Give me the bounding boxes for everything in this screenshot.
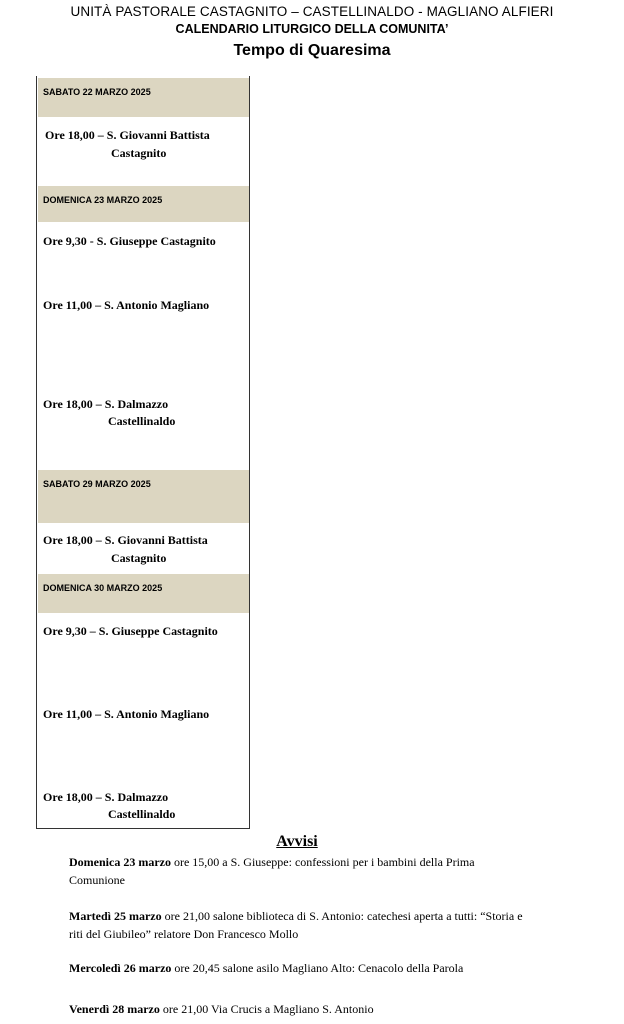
day-band-sabato-29 (38, 470, 249, 523)
day-label: DOMENICA 23 MARZO 2025 (43, 195, 163, 205)
calendar-heading: CALENDARIO LITURGICO DELLA COMUNITA’ (175, 22, 449, 36)
day-band-domenica-30 (38, 574, 249, 613)
notice-date: Mercoledì 26 marzo (69, 961, 172, 975)
mass-entry: Ore 18,00 – S. Dalmazzo (43, 790, 169, 804)
notice-text: ore 20,45 salone asilo Magliano Alto: Cenacolo della Parola (171, 961, 464, 975)
notice-item (69, 907, 529, 943)
mass-entry: Ore 18,00 – S. Giovanni Battista (43, 533, 208, 547)
day-label: SABATO 22 MARZO 2025 (43, 87, 151, 97)
season-title: Tempo di Quaresima (233, 42, 391, 59)
notice-text: ore 21,00 Via Crucis a Magliano S. Antonio (159, 1002, 374, 1016)
day-band-domenica-23-spacer (38, 214, 249, 222)
mass-entry: Ore 18,00 – S. Dalmazzo (43, 397, 169, 411)
notice-text: ore 21,00 salone biblioteca di S. Antonio: catechesi aperta a tutti: “Storia e riti del Giubileo” relatore Don Francesco Mollo (69, 909, 523, 941)
notice-item (69, 1000, 529, 1018)
mass-entry-location: Castellinaldo (108, 414, 176, 428)
notice-date: Venerdì 28 marzo (69, 1002, 160, 1016)
mass-entry-location: Castagnito (111, 146, 167, 160)
parish-unit-heading: UNITÀ PASTORALE CASTAGNITO – CASTELLINALDO - MAGLIANO ALFIERI (70, 4, 554, 19)
mass-entry: Ore 18,00 – S. Giovanni Battista (45, 128, 210, 142)
day-label: DOMENICA 30 MARZO 2025 (43, 583, 163, 593)
notice-text: ore 15,00 a S. Giuseppe: confessioni per i bambini della Prima Comunione (69, 855, 475, 887)
mass-entry: Ore 11,00 – S. Antonio Magliano (43, 707, 210, 721)
mass-entry: Ore 9,30 – S. Giuseppe Castagnito (43, 624, 218, 638)
notice-date: Domenica 23 marzo (69, 855, 171, 869)
day-band-sabato-22 (38, 78, 249, 117)
mass-entry: Ore 11,00 – S. Antonio Magliano (43, 298, 210, 312)
mass-entry: Ore 9,30 - S. Giuseppe Castagnito (43, 234, 216, 248)
notice-item (69, 959, 529, 977)
mass-entry-location: Castagnito (111, 551, 167, 565)
notices-title: Avvisi (276, 833, 318, 850)
notice-item (69, 853, 529, 889)
notice-date: Martedì 25 marzo (69, 909, 162, 923)
mass-entry-location: Castellinaldo (108, 807, 176, 821)
day-label: SABATO 29 MARZO 2025 (43, 479, 151, 489)
